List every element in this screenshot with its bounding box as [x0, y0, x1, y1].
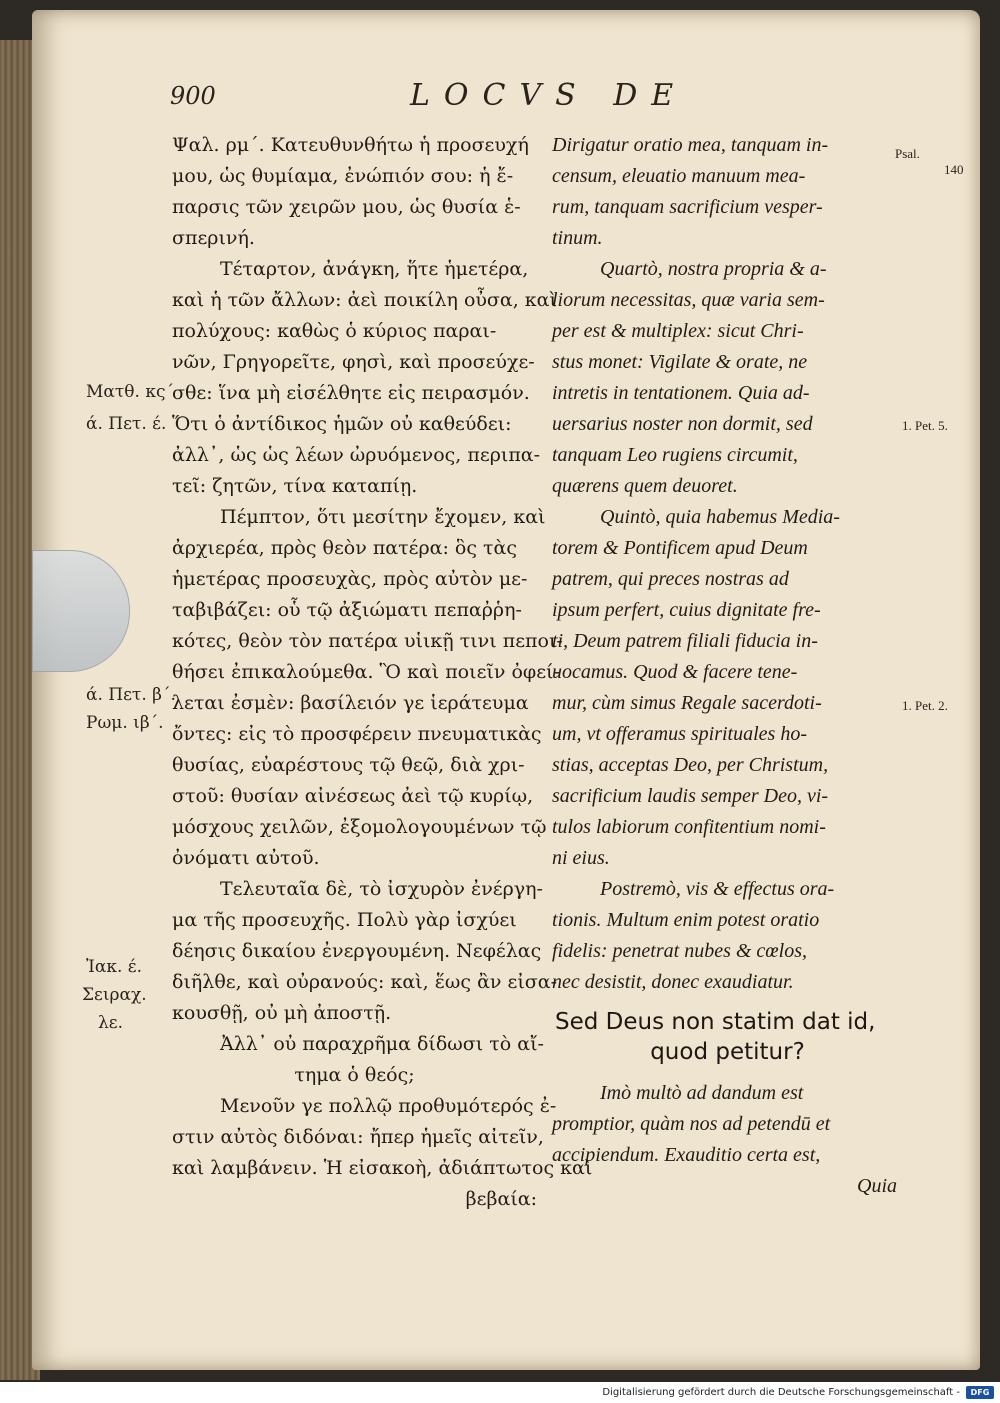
greek-line: ἀλλ᾽, ὡς ὡς λέων ὠρυόμενος, περιπα-	[172, 444, 541, 466]
latin-line: stias, acceptas Deo, per Christum,	[552, 754, 829, 776]
greek-line: μα τῆς προσευχῆς. Πολὺ γὰρ ἰσχύει	[172, 909, 517, 931]
latin-line: Quintò, quia habemus Media-	[600, 506, 840, 528]
greek-line: ταβιβάζει: οὗ τῷ ἀξιώματι πεπαῤῥη-	[172, 599, 522, 621]
latin-line: patrem, qui preces nostras ad	[552, 568, 789, 590]
greek-line: διῆλθε, καὶ οὐρανούς: καὶ, ἕως ἂν εἰσα-	[172, 971, 558, 993]
latin-line: Dirigatur oratio mea, tanquam in-	[552, 134, 829, 156]
greek-line: βεβαία:	[465, 1188, 537, 1210]
greek-line: σθε: ἵνα μὴ εἰσέλθητε εἰς πειρασμόν.	[172, 382, 530, 404]
latin-line: sacrificium laudis semper Deo, vi-	[552, 785, 829, 807]
greek-line: Τελευταῖα δὲ, τὸ ἰσχυρὸν ἐνέργη-	[220, 878, 543, 900]
latin-line: accipiendum. Exauditio certa est,	[552, 1144, 821, 1166]
greek-line: στιν αὐτὸς διδόναι: ἤπερ ἡμεῖς αἰτεῖν,	[172, 1126, 544, 1148]
greek-line: κουσθῇ, οὐ μὴ ἀποστῇ.	[172, 1002, 392, 1024]
latin-line: promptior, quàm nos ad petendū et	[552, 1113, 831, 1135]
latin-line: Imò multò ad dandum est	[600, 1082, 804, 1104]
greek-line: καὶ ἡ τῶν ἄλλων: ἀεὶ ποικίλη οὖσα, καὶ	[172, 289, 557, 311]
margin-note-le: λε.	[98, 1013, 123, 1033]
latin-answer	[552, 1078, 897, 1202]
greek-line: νῶν, Γρηγορεῖτε, φησὶ, καὶ προσεύχε-	[172, 351, 535, 373]
margin-note-rom: Ρωμ. ιβ΄.	[86, 713, 164, 733]
greek-line: Ἀλλ᾽ οὐ παραχρῆμα δίδωσι τὸ αἴ-	[220, 1033, 544, 1055]
section-question	[555, 1007, 900, 1067]
greek-line: ἀρχιερέα, πρὸς θεὸν πατέρα: ὃς τὰς	[172, 537, 518, 559]
greek-line: κότες, θεὸν τὸν πατέρα υἱικῇ τινι πεποι-	[172, 630, 563, 652]
greek-line: πολύχους: καθὼς ὁ κύριος παραι-	[172, 320, 497, 342]
latin-line: um, vt offeramus spirituales ho-	[552, 723, 807, 745]
question-line: quod petitur?	[650, 1039, 805, 1065]
latin-line: liorum necessitas, quæ varia sem-	[552, 289, 825, 311]
greek-line: τημα ὁ θεός;	[294, 1064, 415, 1086]
greek-line: θυσίας, εὐαρέστους τῷ θεῷ, διὰ χρι-	[172, 754, 525, 776]
latin-line: uersarius noster non dormit, sed	[552, 413, 813, 435]
margin-note-psal: Psal.	[895, 146, 920, 161]
latin-line: tinum.	[552, 227, 603, 249]
greek-line: μόσχους χειλῶν, ἐξομολογουμένων τῷ	[172, 816, 547, 838]
greek-line: Πέμπτον, ὅτι μεσίτην ἔχομεν, καὶ	[220, 506, 546, 528]
latin-line: fidelis: penetrat nubes & cœlos,	[552, 940, 807, 962]
latin-line: tulos labiorum confitentium nomi-	[552, 816, 826, 838]
greek-line: λεται ἐσμὲν: βασίλειόν γε ἱεράτευμα	[172, 692, 529, 714]
greek-line: ἡμετέρας προσευχὰς, πρὸς αὐτὸν με-	[172, 568, 528, 590]
latin-line: ni eius.	[552, 847, 610, 869]
latin-line: torem & Pontificem apud Deum	[552, 537, 808, 559]
funding-notice: Digitalisierung gefördert durch die Deutsche Forschungsgemeinschaft -	[602, 1387, 960, 1398]
greek-line: Ὅτι ὁ ἀντίδικος ἡμῶν οὐ καθεύδει:	[172, 413, 512, 435]
dfg-logo-icon: DFG	[966, 1386, 994, 1399]
question-line: Sed Deus non statim dat id,	[555, 1009, 876, 1035]
greek-line: μου, ὡς θυμίαμα, ἐνώπιόν σου: ἡ ἔ-	[172, 165, 514, 187]
greek-line: παρσις τῶν χειρῶν μου, ὡς θυσία ἑ-	[172, 196, 521, 218]
latin-line: mur, cùm simus Regale sacerdoti-	[552, 692, 822, 714]
margin-note-psal-number: 140	[944, 162, 964, 177]
margin-note-pet2: 1. Pet. 2.	[902, 698, 948, 713]
greek-line: καὶ λαμβάνειν. Ἡ εἰσακοὴ, ἀδιάπτωτος καὶ	[172, 1157, 593, 1179]
greek-line: ὀνόματι αὐτοῦ.	[172, 847, 320, 869]
latin-line: rum, tanquam sacrificium vesper-	[552, 196, 823, 218]
page-number: 900	[170, 82, 216, 110]
latin-line: quærens quem deuoret.	[552, 475, 738, 497]
latin-line: stus monet: Vigilate & orate, ne	[552, 351, 808, 373]
latin-line: censum, eleuatio manuum mea-	[552, 165, 806, 187]
margin-note-matth: Ματθ. κς΄	[86, 382, 174, 402]
latin-line: per est & multiplex: sicut Chri-	[552, 320, 804, 342]
greek-line: Ψαλ. ρμ΄. Κατευθυνθήτω ἡ προσευχή	[172, 134, 529, 156]
margin-note-pet5: 1. Pet. 5.	[902, 418, 948, 433]
greek-line: Τέταρτον, ἀνάγκη, ἥτε ἡμετέρα,	[220, 258, 529, 280]
running-head: LOCVS DE	[410, 78, 688, 113]
footer-bar	[0, 1384, 1000, 1403]
latin-line: intretis in tentationem. Quia ad-	[552, 382, 810, 404]
latin-line: ti, Deum patrem filiali fiducia in-	[552, 630, 818, 652]
greek-line: στοῦ: θυσίαν αἰνέσεως ἀεὶ τῷ κυρίῳ,	[172, 785, 534, 807]
greek-line: σπερινή.	[172, 227, 255, 249]
greek-line: δέησις δικαίου ἐνεργουμένη. Νεφέλας	[172, 940, 542, 962]
page-header	[170, 78, 870, 118]
latin-column	[552, 130, 897, 998]
greek-line: Μενοῦν γε πολλῷ προθυμότερός ἐ-	[220, 1095, 557, 1117]
margin-note-seirach: Σειραχ.	[82, 985, 147, 1005]
latin-line: tanquam Leo rugiens circumit,	[552, 444, 798, 466]
margin-note-pet-e: ά. Πετ. έ.	[86, 414, 167, 434]
latin-line: nec desistit, donec exaudiatur.	[552, 971, 794, 993]
latin-line: Quartò, nostra propria & a-	[600, 258, 827, 280]
latin-line: ipsum perfert, cuius dignitate fre-	[552, 599, 821, 621]
margin-note-iak: Ἰακ. έ.	[86, 957, 142, 977]
bookmark-clip	[32, 550, 130, 672]
greek-line: ὄντες: εἰς τὸ προσφέρειν πνευματικὰς	[172, 723, 542, 745]
latin-line: tionis. Multum enim potest oratio	[552, 909, 820, 931]
greek-line: θήσει ἐπικαλούμεθα. Ὃ καὶ ποιεῖν ὀφεί-	[172, 661, 560, 683]
catchword: Quia	[857, 1175, 897, 1197]
greek-line: τεῖ: ζητῶν, τίνα καταπίῃ.	[172, 475, 418, 497]
latin-line: uocamus. Quod & facere tene-	[552, 661, 798, 683]
latin-line: Postremò, vis & effectus ora-	[600, 878, 835, 900]
margin-note-pet-b: ά. Πετ. β΄.	[86, 685, 176, 705]
